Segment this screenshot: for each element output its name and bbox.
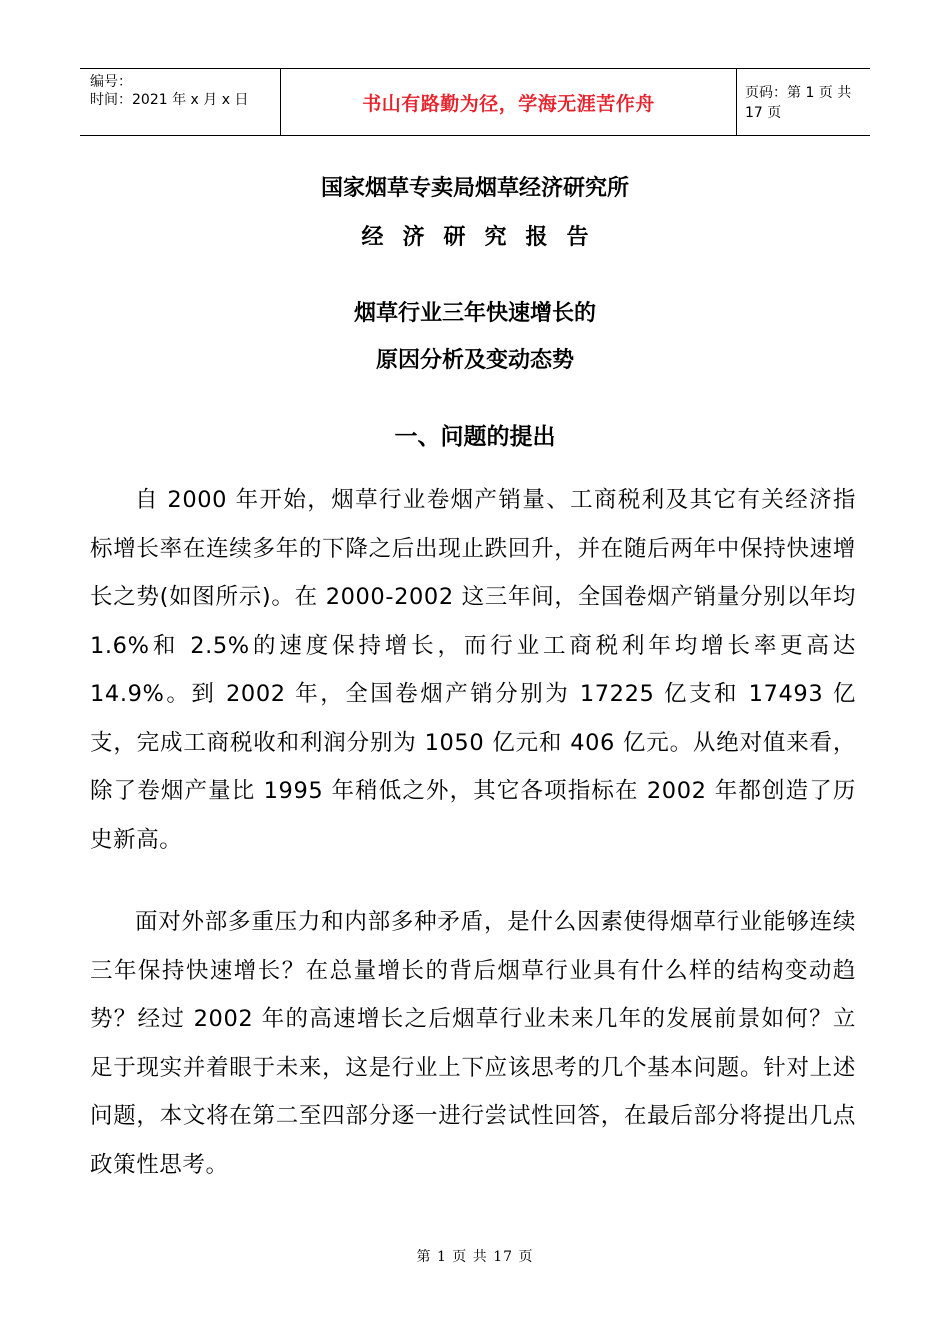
page-header <box>80 68 870 136</box>
header-page-info: 页码：第 1 页 共 17 页 <box>745 85 852 121</box>
document-number-label: 编号： <box>90 74 132 90</box>
page-footer: 第 1 页 共 17 页 <box>416 1249 534 1265</box>
section-heading: 一、问题的提出 <box>394 424 556 450</box>
body-paragraph-2: 面对外部多重压力和内部多种矛盾，是什么因素使得烟草行业能够连续三年保持快速增长？在总量增长的背后烟草行业具有什么样的结构变动趋势？经过 2002 年的高速增长之后烟草行业未来几年的发展前景如何？立足于现实并着眼于未来，这是行业上下应该思考的几个基本问题。针对上述问题，本文将在第二至四部分逐一进行尝试性回答，在最后部分将提出几点政策性思考。 <box>90 909 856 1178</box>
header-page-cell <box>735 69 870 135</box>
report-type-title: 经济研究报告 <box>361 225 608 250</box>
header-motto-cell <box>280 69 737 135</box>
report-title-line-2: 原因分析及变动态势 <box>375 348 574 373</box>
document-date: 时间：2021 年 x 月 x 日 <box>90 92 249 108</box>
body-paragraph-1: 自 2000 年开始，烟草行业卷烟产销量、工商税利及其它有关经济指标增长率在连续多年的下降之后出现止跌回升，并在随后两年中保持快速增长之势(如图所示)。在 2000-2002 这三年间，全国卷烟产销量分别以年均 1.6%和 2.5%的速度保持增长，而行业工商税利年均增长率更高达 14.9%。到 2002 年，全国卷烟产销分别为 17225 亿支和 17493 亿支，完成工商税收和利润分别为 1050 亿元和 406 亿元。从绝对值来看，除了卷烟产量比 1995 年稍低之外，其它各项指标在 2002 年都创造了历史新高。 <box>90 487 856 853</box>
header-motto: 书山有路勤为径，学海无涯苦作舟 <box>362 92 655 115</box>
report-title-line-1: 烟草行业三年快速增长的 <box>353 301 596 326</box>
header-meta-cell <box>80 69 280 135</box>
organization-title: 国家烟草专卖局烟草经济研究所 <box>320 176 629 201</box>
